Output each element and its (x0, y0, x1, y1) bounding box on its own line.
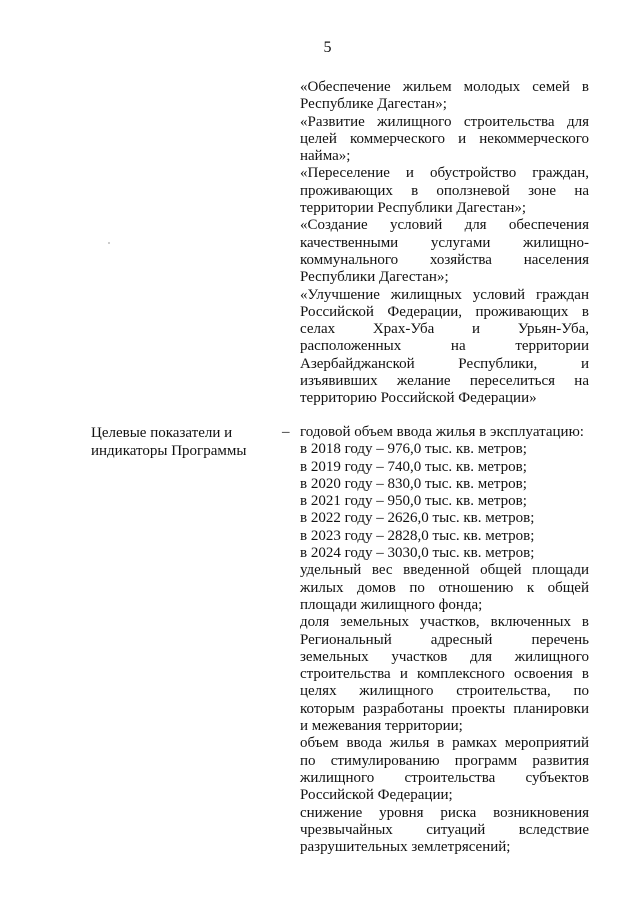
text-line: территорию Российской Федерации» (300, 390, 537, 407)
text-line: Азербайджанской Республики, и (300, 355, 589, 372)
text-line: площади жилищного фонда; (300, 596, 483, 613)
text-line: в 2018 году – 976,0 тыс. кв. метров; (300, 441, 527, 458)
text-line: в 2022 году – 2626,0 тыс. кв. метров; (300, 510, 535, 527)
label-line: Целевые показатели и (91, 425, 233, 441)
text-line: в 2020 году – 830,0 тыс. кв. метров; (300, 475, 527, 492)
text-line: снижение уровня риска возникновения (300, 804, 589, 821)
text-line: в 2021 году – 950,0 тыс. кв. метров; (300, 493, 527, 510)
label-line: индикаторы Программы (91, 443, 247, 460)
text-line: по стимулированию программ развития (300, 752, 589, 769)
text-line: и межевания территории; (300, 718, 463, 735)
text-line: Республики Дагестан»; (300, 269, 449, 286)
text-line: изъявивших желание переселиться на (300, 373, 589, 390)
speck-mark (108, 242, 110, 244)
indicators-list-block (300, 424, 589, 856)
text-line: «Переселение и обустройство граждан, (300, 165, 589, 182)
text-line: в 2023 году – 2828,0 тыс. кв. метров; (300, 527, 535, 544)
text-line: Российской Федерации; (300, 787, 453, 804)
text-line: целях жилищного строительства, по (300, 683, 589, 700)
page-number: 5 (323, 39, 332, 56)
text-line: селах Храх-Уба и Урьян-Уба, (300, 321, 589, 338)
text-line: территории Республики Дагестан»; (300, 200, 527, 217)
text-line: найма»; (300, 148, 351, 165)
program-list-block (300, 79, 589, 408)
text-line: «Обеспечение жильем молодых семей в (300, 79, 589, 95)
text-line: в 2024 году – 3030,0 тыс. кв. метров; (300, 545, 535, 562)
text-line: которым разработаны проекты планировки (300, 700, 589, 717)
text-line: объем ввода жилья в рамках мероприятий (300, 735, 589, 752)
indicators-label (91, 424, 271, 461)
text-line: Республике Дагестан»; (300, 96, 447, 113)
text-line: чрезвычайных ситуаций вследствие (300, 821, 589, 838)
text-line: удельный вес введенной общей площади (300, 562, 589, 579)
text-line: доля земельных участков, включенных в (300, 614, 589, 631)
text-line: коммунального хозяйства населения (300, 251, 589, 268)
text-line: жилых домов по отношению к общей (300, 579, 589, 596)
text-line: Региональный адресный перечень (300, 631, 589, 648)
text-line: «Развитие жилищного строительства для (300, 113, 589, 130)
text-line: качественными услугами жилищно- (300, 234, 589, 251)
text-line: земельных участков для жилищного (300, 648, 589, 665)
text-line: годовой объем ввода жилья в эксплуатацию: (300, 424, 584, 440)
text-line: в 2019 году – 740,0 тыс. кв. метров; (300, 458, 527, 475)
text-line: расположенных на территории (300, 338, 589, 355)
text-line: целей коммерческого и некоммерческого (300, 130, 589, 147)
text-line: жилищного строительства субъектов (300, 769, 589, 786)
dash-separator: – (282, 424, 290, 440)
text-line: «Создание условий для обеспечения (300, 217, 589, 234)
text-line: «Улучшение жилищных условий граждан (300, 286, 589, 303)
text-line: проживающих в оползневой зоне на (300, 182, 589, 199)
text-line: разрушительных землетрясений; (300, 839, 511, 856)
text-line: строительства и комплексного освоения в (300, 666, 589, 683)
text-line: Российской Федерации, проживающих в (300, 303, 589, 320)
